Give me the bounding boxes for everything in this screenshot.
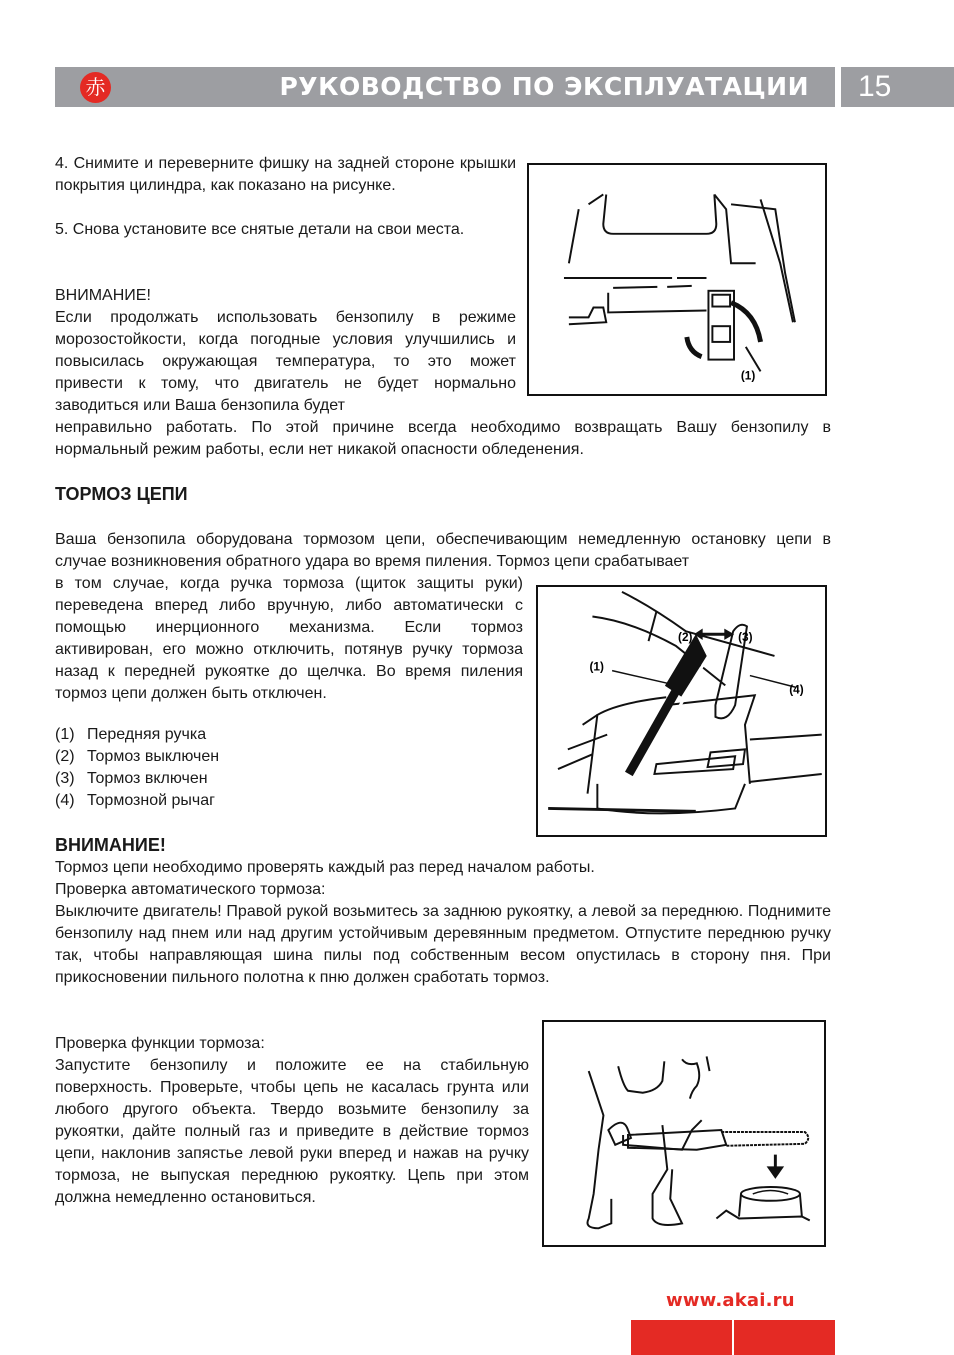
legend-item: (3) Тормоз включен bbox=[55, 770, 208, 787]
legend-item: (2) Тормоз выключен bbox=[55, 748, 220, 765]
figure-chain-brake bbox=[536, 585, 827, 837]
figure-label-4: (4) bbox=[789, 682, 804, 697]
chain-brake-illustration bbox=[538, 587, 825, 835]
page-title: РУКОВОДСТВО ПО ЭКСПЛУАТАЦИИ bbox=[279, 72, 809, 101]
website-link[interactable]: www.akai.ru bbox=[666, 1290, 795, 1311]
chain-brake-heading: ТОРМОЗ ЦЕПИ bbox=[55, 484, 188, 504]
warning-2-line-1: Тормоз цепи необходимо проверять каждый раз перед началом работы. bbox=[55, 859, 595, 876]
page-number: 15 bbox=[858, 70, 892, 103]
warning-1-title: ВНИМАНИЕ! bbox=[55, 287, 151, 304]
legend-item: (1) Передняя ручка bbox=[55, 726, 207, 743]
warning-1-text-a: Если продолжать использовать бензопилу в режиме морозостойкости, когда погодные условия улучшились и повысилась окружающая температура, то это может привести к тому, что двигатель не будет нормально заводиться или Ваша бензопила будет bbox=[55, 309, 516, 414]
auto-brake-check-title: Проверка автоматического тормоза: bbox=[55, 881, 326, 898]
brake-function-check-title: Проверка функции тормоза: bbox=[55, 1035, 265, 1052]
figure-brake-test bbox=[542, 1020, 826, 1247]
legend-item: (4) Тормозной рычаг bbox=[55, 792, 215, 809]
brake-function-check-text: Запустите бензопилу и положите ее на стабильную поверхность. Проверьте, чтобы цепь не касалась грунта или любого другого объекта. Твердо возьмите бензопилу за рукоятки, дайте полный газ и приведите в действие тормоз цепи, наклонив запястье левой руки вперед и нажав на ручку тормоза, не выпуская переднюю рукоятку. Цепь при этом должна немедленно остановиться. bbox=[55, 1057, 529, 1206]
figure-cylinder-cover-plug bbox=[527, 163, 827, 396]
figure-label-2: (2) bbox=[678, 630, 693, 645]
chain-brake-legend bbox=[55, 724, 219, 812]
figure-label-1: (1) bbox=[589, 659, 604, 674]
figure-label-3: (3) bbox=[738, 630, 753, 645]
footer-bar-right bbox=[734, 1320, 835, 1355]
warning-2-heading: ВНИМАНИЕ! bbox=[55, 835, 166, 855]
chain-brake-intro-a: Ваша бензопила оборудована тормозом цепи, обеспечивающим немедленную остановку цепи в случае возникновения обратного удара во время пиления. Тормоз цепи срабатывает bbox=[55, 531, 831, 570]
brake-test-illustration bbox=[544, 1022, 824, 1245]
auto-brake-check-text: Выключите двигатель! Правой рукой возьмитесь за заднюю рукоятку, а левой за переднюю. Поднимите бензопилу над пнем или над другим устойчивым деревянным предметом. Отпустите переднюю ручку так, чтобы направляющая шина пилы под собственным весом опустилась в сторону пня. При прикосновении пильного полотна к пню должен сработать тормоз. bbox=[55, 903, 831, 986]
akai-logo-icon: 赤 bbox=[80, 72, 111, 103]
footer-bar-left bbox=[631, 1320, 732, 1355]
step-5-text: 5. Снова установите все снятые детали на свои места. bbox=[55, 221, 465, 238]
chain-brake-intro-b: в том случае, когда ручка тормоза (щиток защиты руки) переведена вперед либо вручную, либо автоматически с помощью инерционного механизма. Если тормоз активирован, его можно отключить, потянув ручку тормоза назад к передней рукоятке до щелчка. Во время пиления тормоз цепи должен быть отключен. bbox=[55, 575, 523, 702]
cylinder-cover-illustration bbox=[529, 165, 825, 394]
figure-label-1: (1) bbox=[740, 369, 756, 383]
warning-1-text-b: неправильно работать. По этой причине всегда необходимо возвращать Вашу бензопилу в нормальный режим работы, если нет никакой опасности обледенения. bbox=[55, 419, 831, 458]
step-4-text: 4. Снимите и переверните фишку на задней стороне крышки покрытия цилиндра, как показано на рисунке. bbox=[55, 155, 516, 194]
